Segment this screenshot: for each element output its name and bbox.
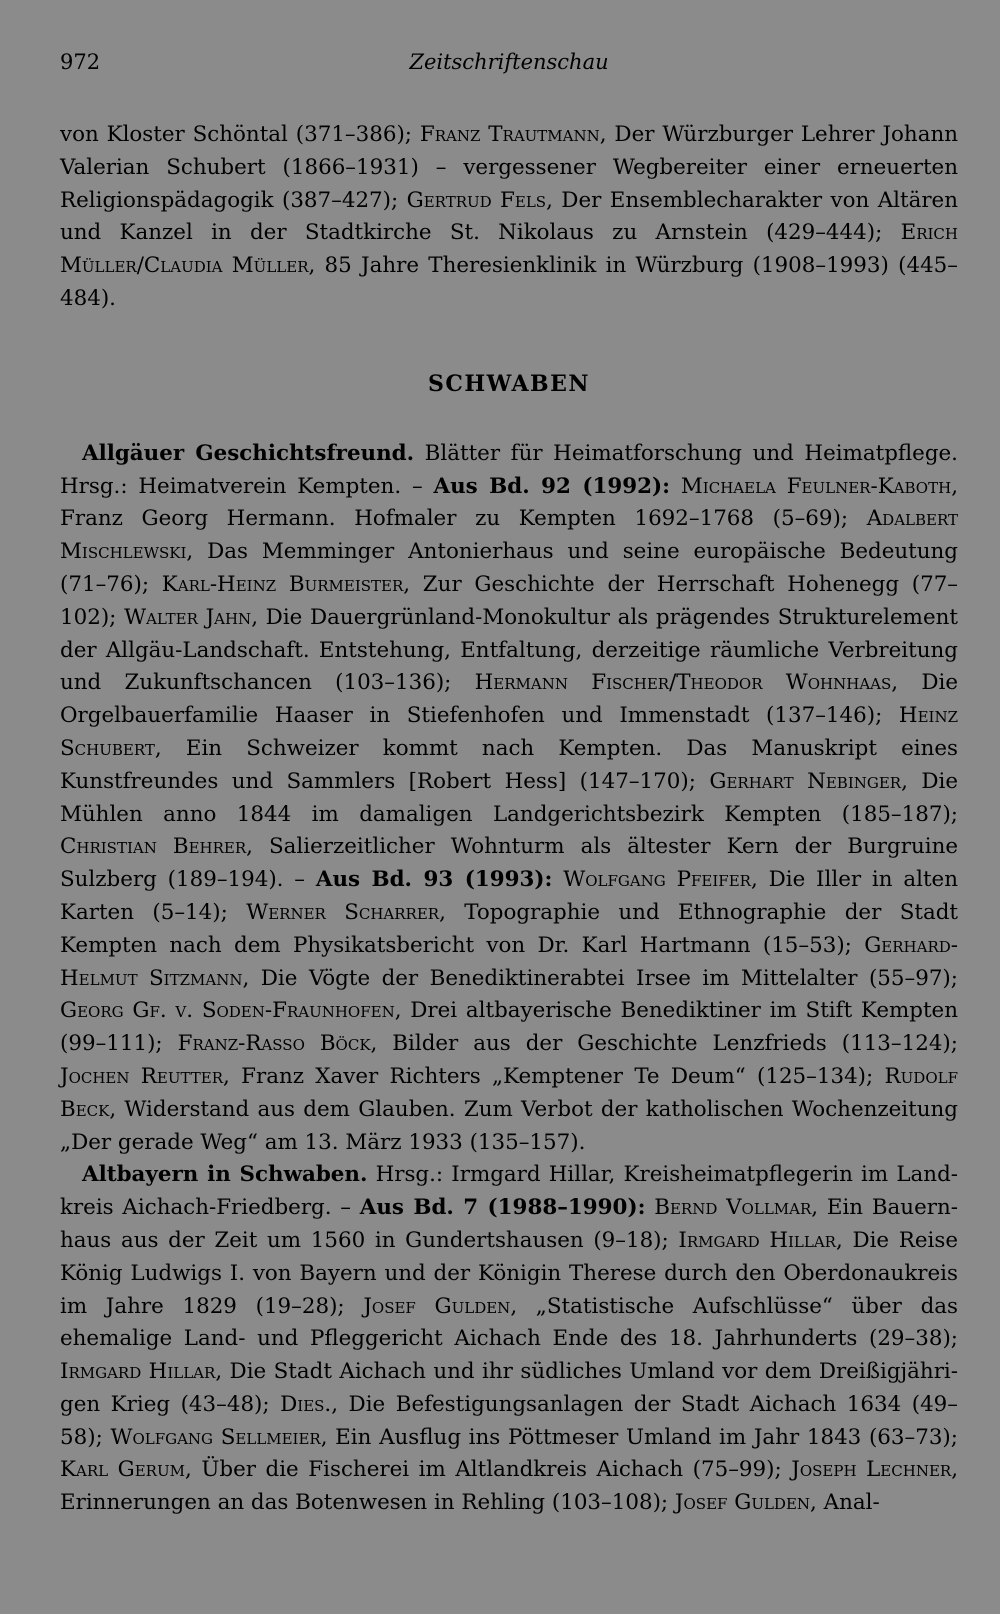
- text-run: , Die Stadt Aichach und ihr südliches Umland vor dem Dreißigjährigen Krieg (43–48);: [60, 1359, 958, 1417]
- author-name: Irmgard Hillar: [60, 1359, 216, 1385]
- author-name: Jochen Reutter: [60, 1063, 224, 1089]
- document-page: [60, 50, 958, 1520]
- volume-label: Aus Bd. 92 (1992):: [433, 473, 671, 499]
- text-run: von Kloster Schöntal (371–386);: [60, 122, 420, 147]
- text-run: , Bilder aus der Geschichte Lenzfrieds (113–124);: [370, 1031, 958, 1057]
- text-run: , Franz Xaver Richters „Kemptener Te Deum“ (125–134);: [223, 1063, 885, 1089]
- author-name: Karl Gerum: [60, 1457, 185, 1483]
- journal-title: Altbayern in Schwaben.: [82, 1162, 368, 1188]
- author-name: Georg Gf. v. Soden-Fraunhofen: [60, 998, 395, 1024]
- author-name: Wolfgang Pfeifer: [563, 867, 751, 893]
- author-name: Franz-Rasso Böck: [177, 1031, 371, 1057]
- author-name: Bernd Vollmar: [654, 1195, 812, 1221]
- page-header: [60, 50, 958, 90]
- text-run: , Widerstand aus dem Glauben. Zum Verbot der katholischen Wochenzeitung „Der gerade Weg“ am 13. März 1933 (135–157).: [60, 1096, 958, 1155]
- journal-entry-allgaeuer: [60, 438, 958, 1160]
- text-run: , 85 Jahre Theresienklinik in Würzburg (1908–1993) (445–484).: [60, 253, 958, 311]
- author-name: Gerhart Nebinger: [709, 768, 902, 794]
- text-run: , Ein Schweizer kommt nach Kempten. Das Manuskript eines Kunstfreundes und Sammlers [Robert Hess] (147–170);: [60, 735, 958, 794]
- author-name: Wolfgang Sellmeier: [110, 1424, 321, 1450]
- author-name: Rudolf Beck: [60, 1063, 958, 1122]
- journal-title: Allgäuer Geschichtsfreund.: [82, 440, 415, 466]
- author-name: Werner Scharrer: [246, 899, 440, 925]
- intro-paragraph: [60, 119, 958, 316]
- author-name: Karl-Heinz Burmeister: [161, 571, 404, 597]
- author-name: Franz Trautmann: [419, 122, 600, 147]
- author-name: Walter Jahn: [124, 604, 252, 630]
- author-name: Gertrud Fels: [406, 187, 547, 213]
- text-run: Blätter für Heimatforschung und Heimatpflege. Hrsg.: Heimatverein Kempten. –: [60, 440, 958, 499]
- author-name: Gerhard-Helmut Sitzmann: [60, 932, 958, 991]
- text-run: , Zur Geschichte der Herrschaft Hohenegg (77–102);: [60, 571, 958, 630]
- text-run: , Die Orgelbauerfamilie Haaser in Stiefenhofen und Immenstadt (137–146);: [60, 670, 959, 729]
- author-name: Hermann Fischer/Theodor Wohnhaas: [474, 670, 892, 696]
- author-name: Josef Gulden: [674, 1490, 811, 1516]
- author-name: Michaela Feulner-Kaboth: [680, 473, 952, 499]
- volume-label: Aus Bd. 7 (1988–1990):: [359, 1195, 646, 1221]
- text-run: , Ein Ausflug ins Pöttmeser Umland im Jahr 1843 (63–73);: [320, 1424, 958, 1450]
- author-name: Dies.: [280, 1391, 332, 1417]
- text-run: , Der Würzburger Lehrer Johann Valerian Schubert (1866–1931) – vergessener Wegbereiter einer erneuerten Religionspädagogik (387–427);: [60, 122, 958, 213]
- text-run: , Die Mühlen anno 1844 im damaligen Landgerichtsbezirk Kempten (185–187);: [60, 768, 959, 827]
- text-run: , „Statistische Aufschlüsse“ über das ehemalige Land- und Pfleggericht Aichach Ende des 18. Jahrhunderts (29–38);: [60, 1293, 958, 1352]
- text-run: , Ein Bauernhaus aus der Zeit um 1560 in Gundertshausen (9–18);: [60, 1195, 958, 1253]
- text-run: , Die Vögte der Benediktinerabtei Irsee im Mittelalter (55–97);: [242, 965, 958, 991]
- author-name: Christian Behrer: [60, 834, 247, 860]
- author-name: Heinz Schubert: [60, 703, 958, 761]
- author-name: Josef Gulden: [363, 1293, 511, 1319]
- text-run: , Salierzeitlicher Wohnturm als ältester Kern der Burgruine Sulzberg (189–194). –: [60, 834, 958, 893]
- section-heading: SCHWABEN: [427, 370, 591, 397]
- text-run: Hrsg.: Irmgard Hillar, Kreisheimatpflegerin im Landkreis Aichach-Friedberg. –: [60, 1162, 958, 1221]
- text-run: , Drei altbayerische Benediktiner im Stift Kempten (99–111);: [60, 998, 958, 1057]
- author-name: Joseph Lechner: [791, 1457, 952, 1483]
- text-run: , Die Reise König Ludwigs I. von Bayern und der Königin Therese durch den Oberdonaukreis im Jahre 1829 (19–28);: [60, 1227, 959, 1319]
- text-run: [552, 867, 563, 892]
- author-name: Irmgard Hillar: [678, 1227, 836, 1253]
- text-run: [670, 474, 681, 499]
- text-run: , Anal-: [810, 1490, 880, 1516]
- text-run: [645, 1195, 654, 1220]
- volume-label: Aus Bd. 93 (1993):: [315, 867, 553, 893]
- running-title: Zeitschriftenschau: [409, 50, 609, 74]
- author-name: Erich Müller/Claudia Müller: [60, 220, 958, 279]
- text-run: , Franz Georg Hermann. Hofmaler zu Kempten 1692–1768 (5–69);: [60, 473, 959, 532]
- author-name: Adalbert Mischlewski: [60, 506, 958, 565]
- text-run: , Die Befestigungsanlagen der Stadt Aichach 1634 (49–58);: [60, 1391, 958, 1450]
- text-run: , Die Dauergrünland-Monokultur als prägendes Strukturelement der Allgäu-Landschaft. Entstehung, Entfaltung, derzeitige räumliche Verbreitung und Zukunftschancen (103–136);: [60, 604, 959, 696]
- text-run: , Topographie und Ethnographie der Stadt Kempten nach dem Physikatsbericht von Dr. Karl Hartmann (15–53);: [60, 899, 959, 958]
- journal-entry-altbayern: [60, 1159, 958, 1520]
- text-run: , Der Ensemblecharakter von Altären und Kanzel in der Stadtkirche St. Nikolaus zu Arnstein (429–444);: [60, 187, 958, 246]
- page-number: 972: [60, 50, 101, 74]
- text-run: , Erinnerungen an das Botenwesen in Rehling (103–108);: [60, 1457, 959, 1516]
- text-run: , Die Iller in alten Karten (5–14);: [60, 867, 958, 925]
- text-run: , Das Memminger Antonierhaus und seine europäische Bedeutung (71–76);: [60, 539, 958, 597]
- text-run: , Über die Fischerei im Altlandkreis Aichach (75–99);: [184, 1457, 792, 1483]
